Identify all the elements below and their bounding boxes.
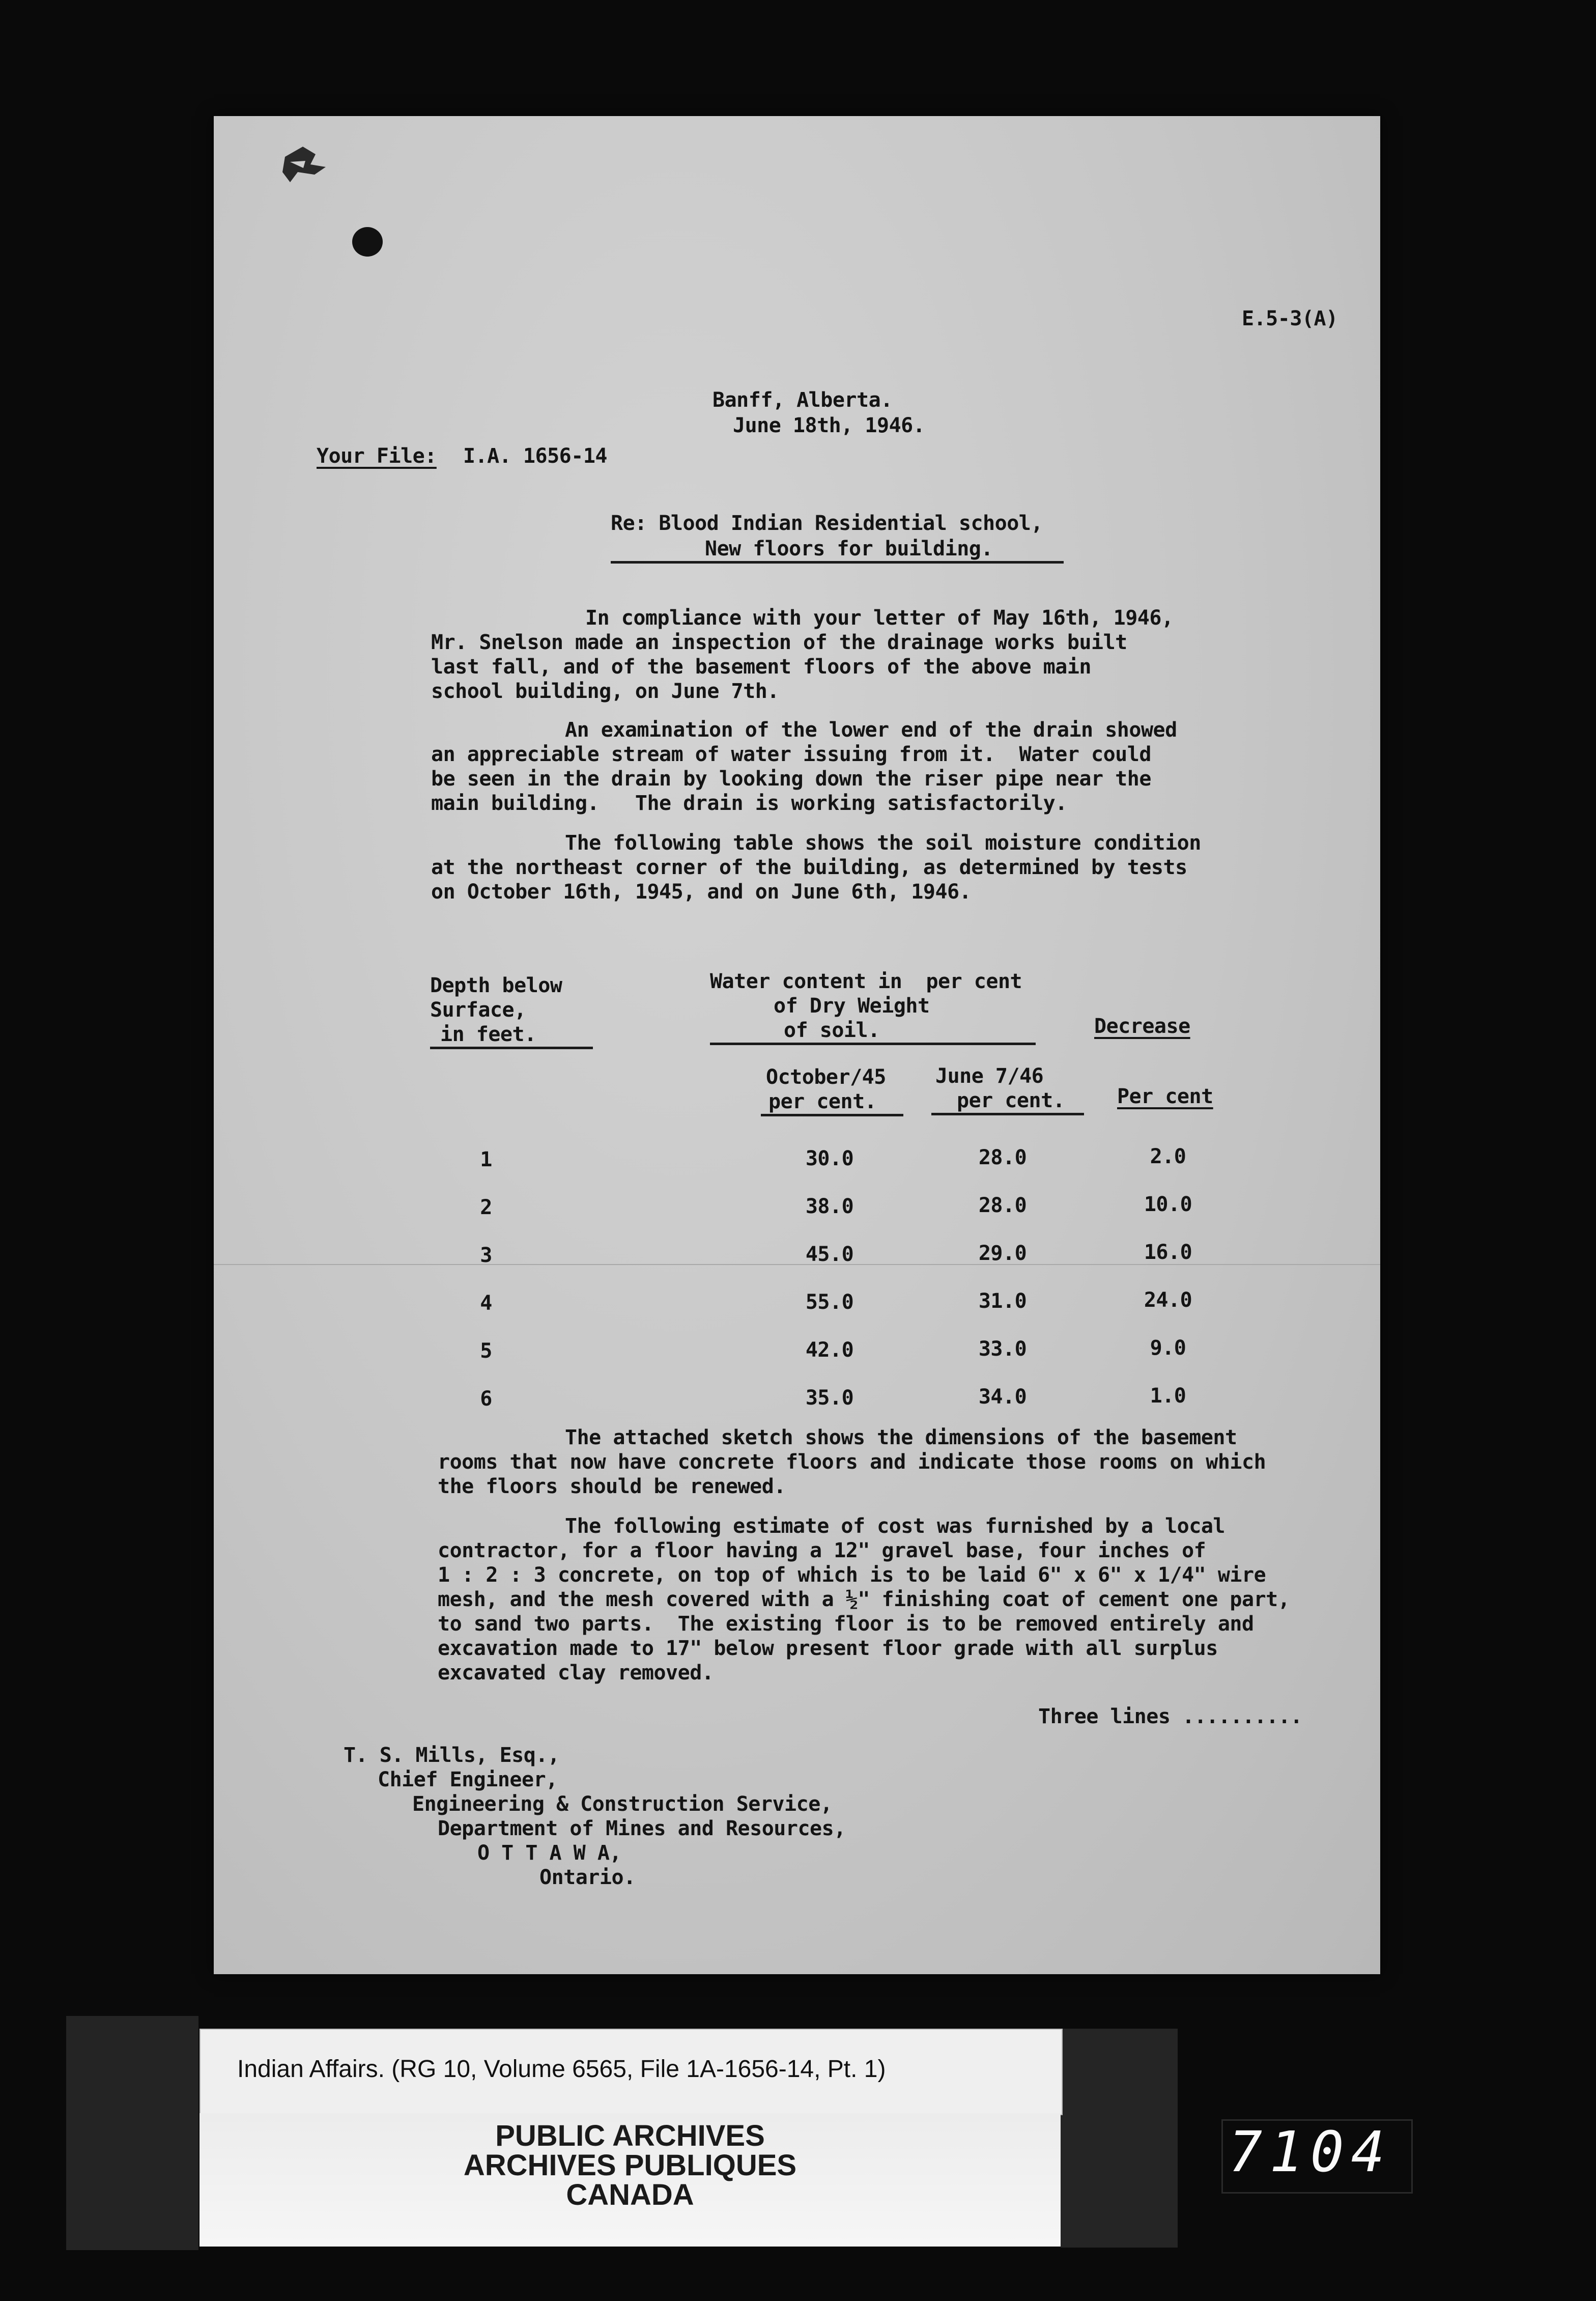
depth-header: Surface, <box>430 998 526 1022</box>
text-line: 1 : 2 : 3 concrete, on top of which is to be laid 6" x 6" x 1/4" wire <box>438 1563 1266 1587</box>
depth-header: Depth below <box>430 974 562 997</box>
column-header-june: per cent. <box>957 1089 1065 1112</box>
water-header: of Dry Weight <box>774 994 930 1018</box>
june-value: 33.0 <box>978 1337 1027 1361</box>
subject-line: Re: Blood Indian Residential school, <box>611 512 1043 535</box>
header-underline <box>430 1047 593 1049</box>
october-value: 45.0 <box>805 1243 854 1266</box>
october-value: 30.0 <box>805 1147 854 1170</box>
decrease-value: 16.0 <box>1144 1241 1192 1264</box>
addressee-line: Engineering & Construction Service, <box>412 1792 833 1816</box>
column-header-percent: Per cent <box>1117 1085 1213 1108</box>
addressee-line: T. S. Mills, Esq., <box>344 1744 560 1767</box>
water-header: Water content in per cent <box>710 970 1022 993</box>
text-line: The following estimate of cost was furnished by a local <box>565 1514 1226 1538</box>
depth-value: 1 <box>480 1148 492 1171</box>
text-line: the floors should be renewed. <box>438 1475 786 1498</box>
addressee-line: Ontario. <box>539 1866 636 1889</box>
text-line: contractor, for a floor having a 12" gravel base, four inches of <box>438 1539 1206 1562</box>
header-underline <box>931 1113 1084 1115</box>
addressee-line: Chief Engineer, <box>378 1768 558 1791</box>
archives-line: ARCHIVES PUBLIQUES <box>463 2149 797 2182</box>
decrease-value: 2.0 <box>1150 1145 1186 1168</box>
column-header-october: per cent. <box>768 1090 877 1113</box>
october-value: 55.0 <box>805 1290 854 1314</box>
depth-value: 2 <box>480 1196 492 1219</box>
subject-underline <box>611 561 1064 564</box>
depth-value: 3 <box>480 1244 492 1267</box>
text-line: be seen in the drain by looking down the riser pipe near the <box>431 767 1151 791</box>
text-line: The attached sketch shows the dimensions of the basement <box>565 1426 1237 1449</box>
text-line: main building. The drain is working satisfactorily. <box>431 792 1067 815</box>
column-header-june: June 7/46 <box>935 1064 1044 1088</box>
addressee-line: O T T A W A, <box>477 1841 621 1865</box>
depth-header: in feet. <box>440 1023 536 1046</box>
header-underline <box>761 1114 903 1116</box>
letter-page <box>214 116 1380 1974</box>
text-line: The following table shows the soil moisture condition <box>565 831 1201 855</box>
continuation-note: Three lines .......... <box>1038 1705 1302 1728</box>
decrease-value: 10.0 <box>1144 1193 1192 1216</box>
letter-date: June 18th, 1946. <box>733 414 925 437</box>
depth-value: 6 <box>480 1387 492 1411</box>
text-line: school building, on June 7th. <box>431 680 779 703</box>
archives-line: CANADA <box>566 2178 694 2211</box>
october-value: 35.0 <box>805 1386 854 1410</box>
text-line: to sand two parts. The existing floor is to be removed entirely and <box>438 1612 1254 1636</box>
june-value: 29.0 <box>978 1242 1027 1265</box>
punch-hole <box>352 227 383 257</box>
june-value: 28.0 <box>978 1194 1027 1217</box>
letter-place: Banff, Alberta. <box>712 388 893 412</box>
june-value: 28.0 <box>978 1146 1027 1169</box>
text-line: mesh, and the mesh covered with a ½" finishing coat of cement one part, <box>438 1588 1290 1611</box>
paper-damage-mark <box>254 136 356 208</box>
decrease-value: 24.0 <box>1144 1288 1192 1312</box>
depth-value: 5 <box>480 1339 492 1363</box>
archives-line: PUBLIC ARCHIVES <box>495 2119 765 2152</box>
text-line: at the northeast corner of the building, as determined by tests <box>431 856 1187 879</box>
text-line: an appreciable stream of water issuing from it. Water could <box>431 743 1151 766</box>
text-line: on October 16th, 1945, and on June 6th, 1946. <box>431 880 972 904</box>
column-header-october: October/45 <box>766 1065 886 1089</box>
june-value: 34.0 <box>978 1385 1027 1409</box>
text-line: rooms that now have concrete floors and indicate those rooms on which <box>438 1450 1266 1474</box>
decrease-header: Decrease <box>1094 1015 1190 1038</box>
depth-value: 4 <box>480 1292 492 1315</box>
text-line: In compliance with your letter of May 16th, 1946, <box>585 606 1174 630</box>
decrease-value: 9.0 <box>1150 1336 1186 1360</box>
frame-number: 7104 <box>1229 2119 1392 2184</box>
addressee-line: Department of Mines and Resources, <box>438 1817 846 1840</box>
header-underline <box>710 1043 1036 1045</box>
film-edge <box>1061 2029 1178 2248</box>
archive-reference-label <box>200 2029 1063 2115</box>
your-file-value: I.A. 1656-14 <box>463 444 607 468</box>
text-line: excavated clay removed. <box>438 1661 714 1685</box>
file-reference: E.5-3(A) <box>1242 307 1338 330</box>
film-edge <box>66 2016 198 2250</box>
archives-stamp <box>200 2113 1061 2247</box>
archive-reference: Indian Affairs. (RG 10, Volume 6565, File 1A-1656-14, Pt. 1) <box>237 2056 886 2083</box>
text-line: excavation made to 17" below present floor grade with all surplus <box>438 1637 1218 1660</box>
decrease-value: 1.0 <box>1150 1384 1186 1408</box>
text-line: Mr. Snelson made an inspection of the drainage works built <box>431 631 1127 654</box>
october-value: 38.0 <box>805 1195 854 1218</box>
your-file-label: Your File: <box>317 444 437 468</box>
subject-line-2: New floors for building. <box>705 537 993 560</box>
text-line: An examination of the lower end of the drain showed <box>565 718 1177 742</box>
water-header: of soil. <box>784 1019 880 1042</box>
june-value: 31.0 <box>978 1289 1027 1313</box>
text-line: last fall, and of the basement floors of the above main <box>431 655 1092 679</box>
october-value: 42.0 <box>805 1338 854 1362</box>
